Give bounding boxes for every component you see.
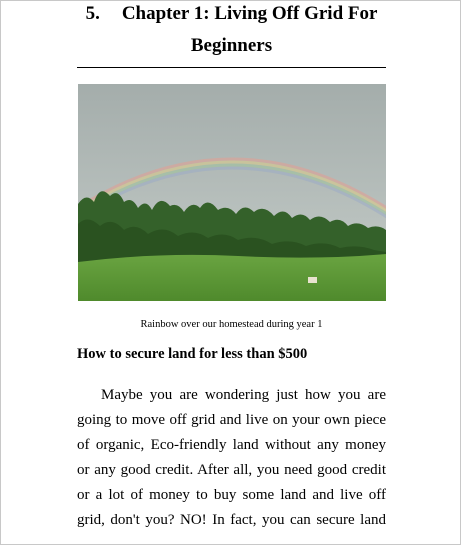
body-line: going to move off grid and live on your own piece: [77, 412, 386, 428]
body-line: grid, don't you? NO! In fact, you can secure land: [77, 512, 386, 528]
heading-divider: [77, 67, 386, 68]
body-paragraph: [77, 383, 386, 533]
chapter-title-line2: Beginners: [190, 35, 273, 56]
body-line: Maybe you are wondering just how you are: [101, 387, 386, 403]
chapter-heading-line1: [77, 0, 386, 28]
chapter-title-line1: Chapter 1: Living Off Grid For: [121, 3, 378, 24]
chapter-heading: [77, 0, 386, 60]
rainbow-photo: [78, 84, 386, 301]
body-line: or any good credit. After all, you need good credit: [77, 462, 386, 478]
body-line: of organic, Eco-friendly land without any money: [77, 437, 386, 453]
body-line: or a lot of money to buy some land and live off: [77, 487, 386, 503]
chapter-number: 5.: [85, 3, 100, 24]
figure-caption: Rainbow over our homestead during year 1: [140, 319, 323, 330]
section-heading: How to secure land for less than $500: [77, 346, 308, 362]
